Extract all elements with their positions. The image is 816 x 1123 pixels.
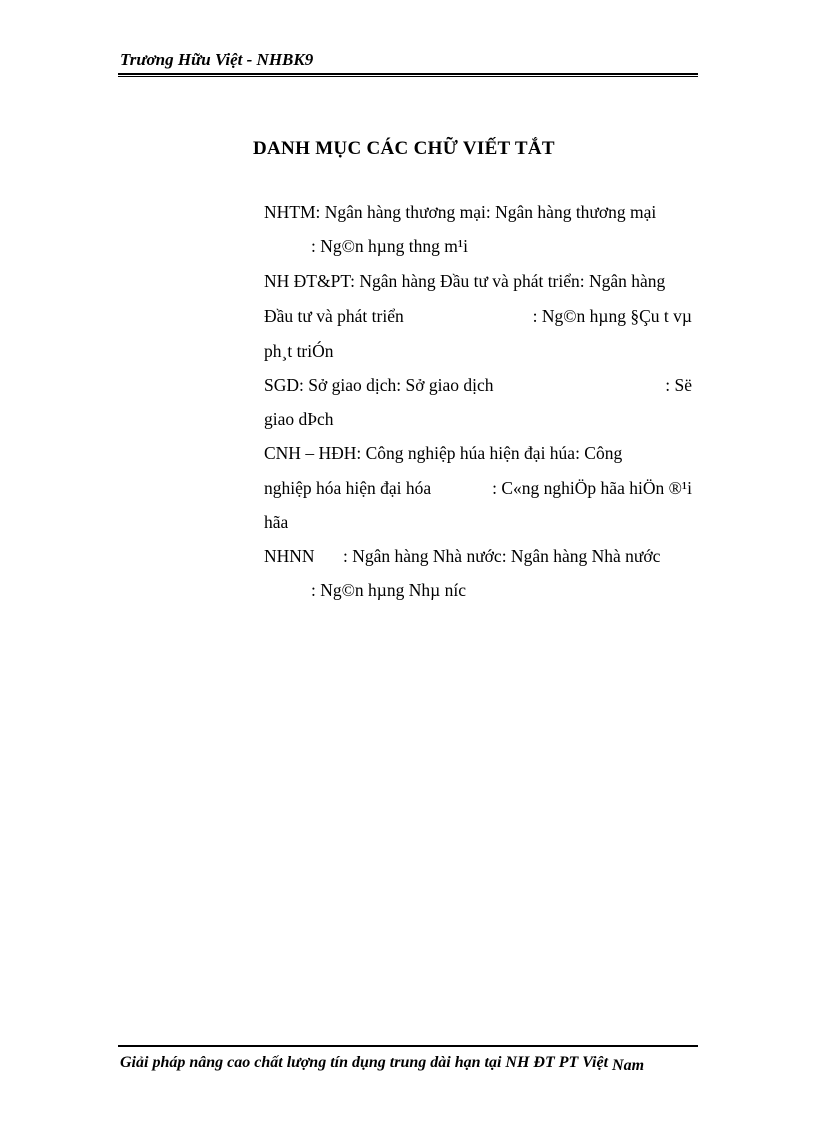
abbreviation-entry-cnhhdh: CNH – HĐH: Công nghiệp húa hiện đại húa: Công bbox=[264, 443, 623, 463]
abbreviation-entry-nhnn-cont: : Ng©n hµng Nhµ níc bbox=[311, 580, 466, 600]
abbreviation-text: SGD: Sở giao dịch: Sở giao dịch bbox=[264, 375, 494, 395]
abbreviation-entry-nhtm-cont: : Ng©n hµng thng m¹i bbox=[311, 236, 468, 256]
page-title: DANH MỤC CÁC CHỮ VIẾT TẮT bbox=[253, 138, 555, 159]
abbreviation-entry-nhnn-abbr: NHNN bbox=[264, 546, 315, 566]
abbreviation-entry-nhdtpt-cont2: ph¸t triÓn bbox=[264, 341, 334, 361]
abbreviation-text: Đầu tư và phát triển bbox=[264, 306, 404, 326]
abbreviation-entry-nhdtpt-cont bbox=[264, 306, 692, 327]
header-rule bbox=[118, 73, 698, 75]
footer-text: Giải pháp nâng cao chất lượng tín dụng trung dài hạn tại NH ĐT PT Việt bbox=[120, 1054, 609, 1071]
abbreviation-text-garbled: : Ng©n hµng §Çu t vµ bbox=[532, 306, 692, 326]
footer-text-tail: Nam bbox=[612, 1057, 645, 1074]
abbreviation-entry-cnhhdh-cont2: hãa bbox=[264, 512, 289, 532]
abbreviation-entry-cnhhdh-cont bbox=[264, 478, 692, 499]
abbreviation-text-garbled: : Së bbox=[665, 375, 692, 395]
abbreviation-entry-sgd-cont: giao dÞch bbox=[264, 409, 334, 429]
page-header: Trương Hữu Việt - NHBK9 bbox=[120, 50, 314, 69]
abbreviation-text: nghiệp hóa hiện đại hóa bbox=[264, 478, 432, 498]
abbreviation-entry-nhtm: NHTM: Ngân hàng thương mại: Ngân hàng thương mại bbox=[264, 202, 657, 222]
page-footer bbox=[120, 1054, 644, 1072]
abbreviation-text-garbled: : C«ng nghiÖp hãa hiÖn ®¹i bbox=[492, 478, 692, 498]
header-rule-thin bbox=[118, 76, 698, 77]
abbreviation-entry-nhnn: : Ngân hàng Nhà nước: Ngân hàng Nhà nước bbox=[343, 546, 661, 566]
abbreviation-entry-sgd bbox=[264, 375, 692, 396]
abbreviation-entry-nhdtpt: NH ĐT&PT: Ngân hàng Đầu tư và phát triển: Ngân hàng bbox=[264, 271, 666, 291]
footer-rule bbox=[118, 1045, 698, 1047]
